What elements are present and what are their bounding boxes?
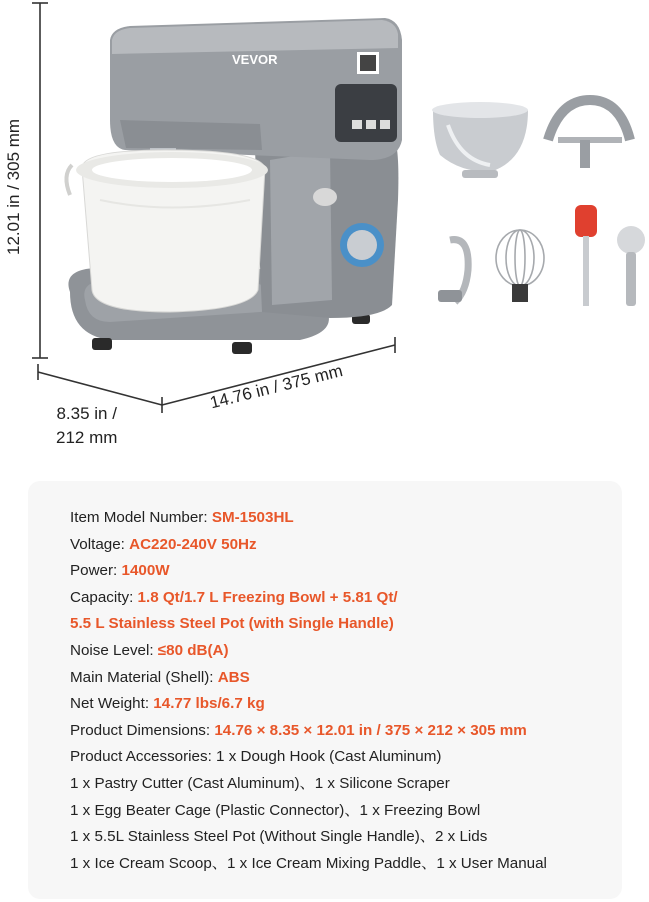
spec-label: Net Weight: (70, 695, 154, 713)
spec-voltage (70, 532, 630, 559)
width-dimension-label: 14.76 in / 375 mm (208, 361, 345, 413)
depth-dimension-line1: 8.35 in / (56, 404, 117, 423)
freezing-bowl (66, 150, 268, 312)
silicone-scraper (575, 205, 597, 306)
spec-accessories-line: Product Accessories: 1 x Dough Hook (Cast Aluminum) (70, 748, 442, 766)
spec-value: 14.77 lbs/6.7 kg (153, 695, 265, 713)
mixer-column (255, 135, 398, 318)
ice-cream-mixing-paddle (548, 100, 630, 168)
specifications-list (70, 505, 630, 877)
spec-value: AC220-240V 50Hz (129, 535, 257, 553)
height-dimension-line (32, 3, 48, 358)
depth-dimension-label (56, 402, 117, 450)
mixer-foot-left (92, 338, 112, 350)
dough-hook (438, 240, 468, 302)
brand-logo: VEVOR (232, 52, 278, 67)
spec-label: Main Material (Shell): (70, 668, 218, 686)
spec-main-material (70, 665, 630, 692)
spec-value: 1400W (121, 562, 170, 580)
spec-label: Power: (70, 562, 122, 580)
spec-label: Voltage: (70, 535, 130, 553)
depth-dimension-line2: 212 mm (56, 428, 118, 447)
attachment-port (313, 188, 337, 206)
spec-capacity-continued (70, 611, 630, 638)
ice-cream-scoop (617, 226, 645, 306)
mixer-foot-right (232, 342, 252, 354)
spec-value: 5.5 L Stainless Steel Pot (with Single Handle) (70, 615, 394, 633)
spec-accessories-line: 1 x Pastry Cutter (Cast Aluminum)、1 x Silicone Scraper (70, 774, 450, 792)
spec-value: ABS (217, 668, 250, 686)
spec-label: Product Dimensions: (70, 721, 215, 739)
mixer-head (110, 18, 402, 172)
spec-accessories-line: 1 x 5.5L Stainless Steel Pot (Without Single Handle)、2 x Lids (70, 828, 488, 846)
control-panel (335, 84, 397, 142)
spec-value: 14.76 × 8.35 × 12.01 in / 375 × 212 × 305 mm (214, 721, 527, 739)
stainless-steel-bowl (432, 102, 528, 178)
height-dimension-label: 12.01 in / 305 mm (4, 118, 23, 255)
spec-capacity (70, 585, 630, 612)
spec-label: Noise Level: (70, 641, 158, 659)
spec-product-dimensions (70, 718, 630, 745)
spec-accessories-line: 1 x Egg Beater Cage (Plastic Connector)、1 x Freezing Bowl (70, 801, 481, 819)
spec-accessories-line: 1 x Ice Cream Scoop、1 x Ice Cream Mixing Paddle、1 x User Manual (70, 854, 547, 872)
spec-value: 1.8 Qt/1.7 L Freezing Bowl + 5.81 Qt/ (137, 588, 398, 606)
spec-model-number (70, 505, 630, 532)
spec-net-weight (70, 691, 630, 718)
egg-beater-cage (496, 230, 544, 302)
spec-value: ≤80 dB(A) (157, 641, 229, 659)
spec-label: Item Model Number: (70, 509, 212, 526)
spec-value: SM-1503HL (211, 509, 294, 526)
spec-noise-level (70, 638, 630, 665)
spec-power (70, 558, 630, 585)
spec-label: Capacity: (70, 588, 138, 606)
